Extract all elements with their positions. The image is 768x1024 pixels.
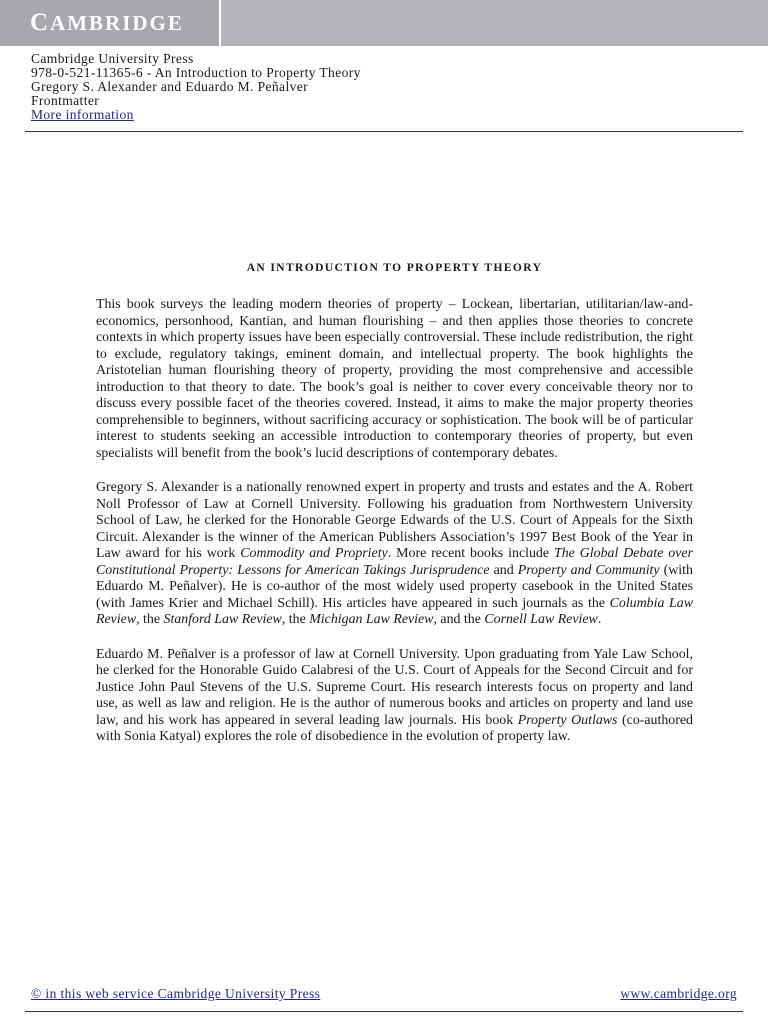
page-title: AN INTRODUCTION TO PROPERTY THEORY (246, 262, 543, 274)
website-link[interactable]: www.cambridge.org (620, 986, 737, 1001)
cambridge-logo: CAMBRIDGE (0, 0, 221, 46)
document-body (96, 297, 693, 764)
penalver-bio-paragraph: Eduardo M. Peñalver is a professor of law at Cornell University. Upon graduating from Yale Law School, he clerked for the Honorable Guido Calabresi of the U.S. Court of Appeals for the Second Circuit and for Justice John Paul Stevens of the U.S. Supreme Court. His research interests focus on property and land use, as well as law and religion. He is the author of numerous books and articles on property and land use law, and his work has appeared in several leading law journals. His book Property Outlaws (co-authored with Sonia Katyal) explores the role of disobedience in the evolution of property law. (96, 646, 693, 744)
publisher-name: Cambridge University Press (31, 51, 194, 66)
header-divider (25, 131, 743, 132)
book-metadata (31, 52, 361, 122)
summary-paragraph: This book surveys the leading modern theories of property – Lockean, libertarian, utilitarian/law-and-economics, personhood, Kantian, and human flourishing – and then applies those theories to concrete contexts in which property issues have been especially controversial. These include redistribution, the right to exclude, regulatory takings, eminent domain, and intellectual property. The book highlights the Aristotelian human flourishing theory of property, providing the most comprehensive and accessible introduction to that theory to date. The book’s goal is neither to cover every conceivable theory nor to discuss every possible facet of the theories covered. Instead, it aims to make the major property theories comprehensible to beginners, without sacrificing accuracy or sophistication. The book will be of particular interest to students seeking an accessible introduction to contemporary theories of property, but even specialists will benefit from the book’s lucid descriptions of contemporary debates. (96, 297, 693, 461)
more-information-link[interactable]: More information (31, 107, 134, 122)
isbn-title: 978-0-521-11365-6 - An Introduction to Property Theory (31, 65, 361, 80)
header-bar (0, 0, 768, 46)
copyright-link[interactable]: © in this web service Cambridge University Press (31, 986, 321, 1001)
footer-divider (25, 1011, 743, 1012)
alexander-bio-paragraph: Gregory S. Alexander is a nationally renowned expert in property and trusts and estates and the A. Robert Noll Professor of Law at Cornell University. Following his graduation from Northwestern University School of Law, he clerked for the Honorable George Edwards of the U.S. Court of Appeals for the Sixth Circuit. Alexander is the winner of the American Publishers Association’s 1997 Best Book of the Year in Law award for his work Commodity and Propriety. More recent books include The Global Debate over Constitutional Property: Lessons for American Takings Jurisprudence and Property and Community (with Eduardo M. Peñalver). He is co-author of the most widely used property casebook in the United States (with James Krier and Michael Schill). His articles have appeared in such journals as the Columbia Law Review, the Stanford Law Review, the Michigan Law Review, and the Cornell Law Review. (96, 480, 693, 627)
authors-line: Gregory S. Alexander and Eduardo M. Peñalver (31, 79, 309, 94)
section-label: Frontmatter (31, 93, 100, 108)
